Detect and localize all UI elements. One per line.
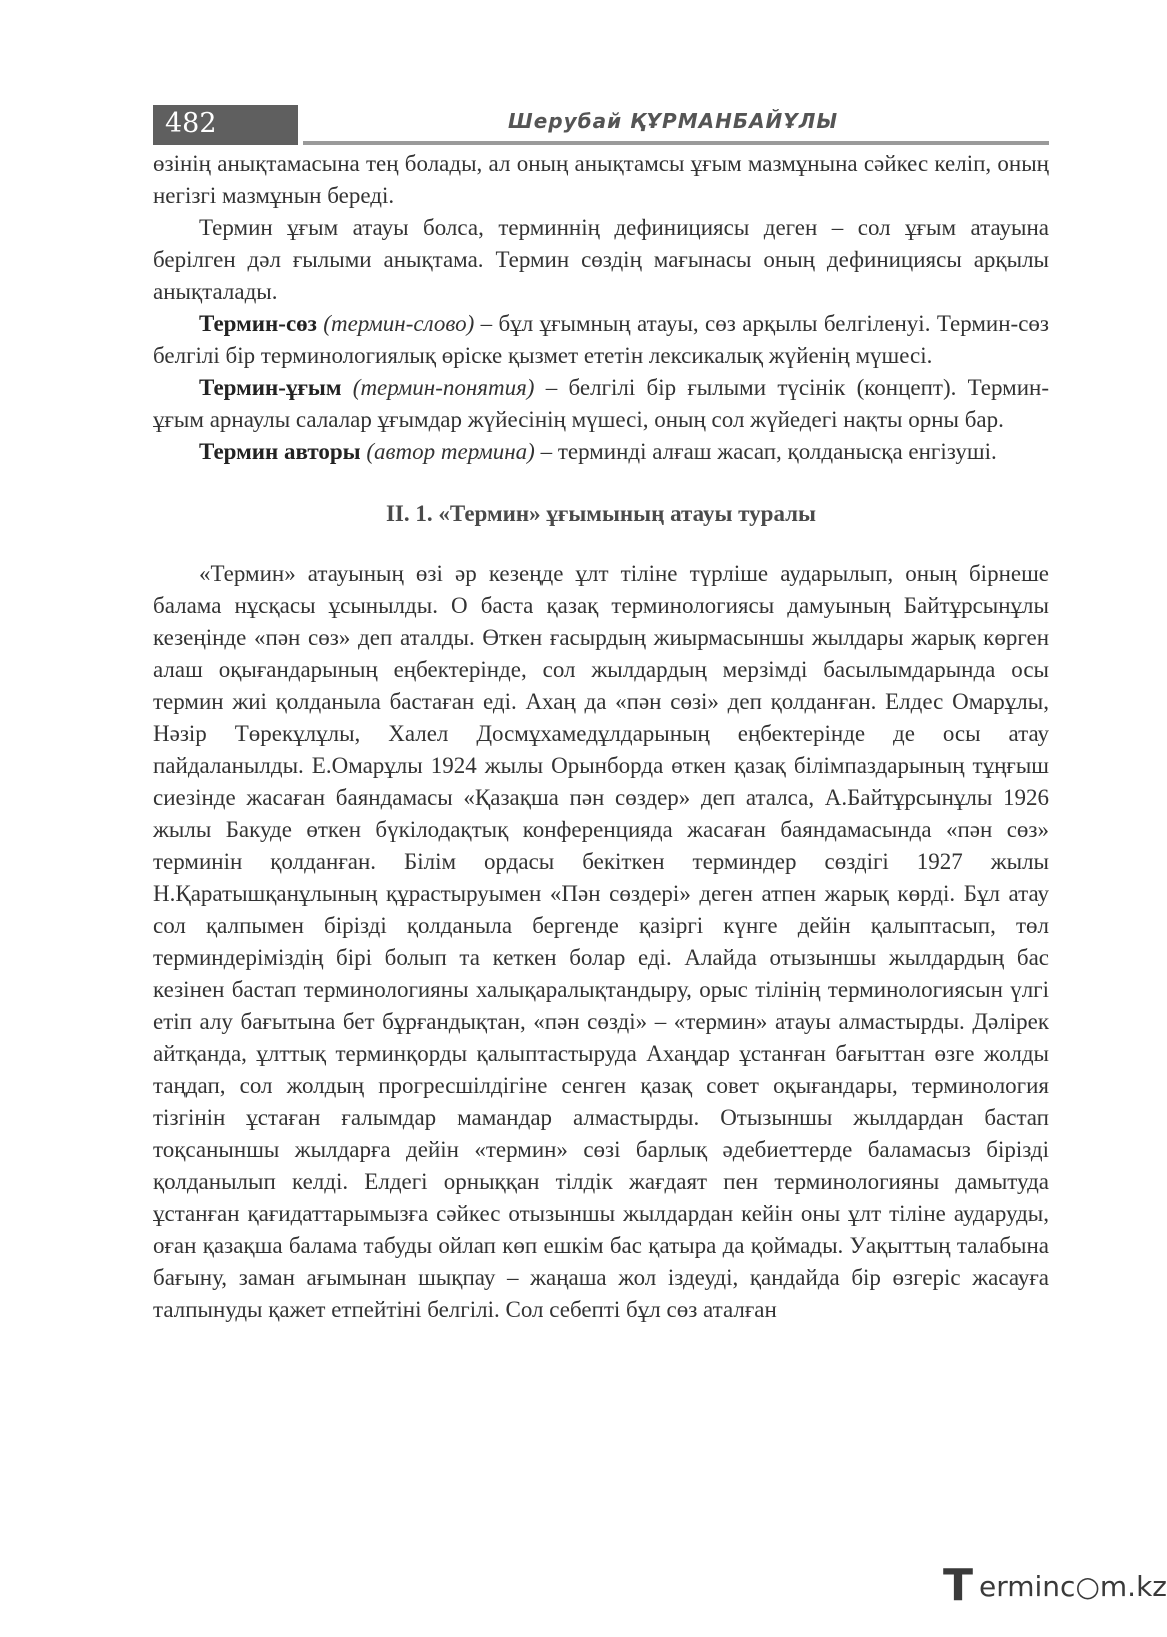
term-word: Термин-сөз	[199, 311, 317, 336]
termincom-logo	[943, 1560, 1167, 1620]
section-heading: ІІ. 1. «Термин» ұғымының атауы туралы	[385, 501, 817, 526]
paragraph-4	[153, 372, 1049, 436]
body-text	[153, 148, 1049, 1326]
term-author-definition: – терминді алғаш жасап, қолданысқа енгізуші.	[534, 439, 997, 464]
paragraph-6: «Термин» атауының өзі әр кезеңде ұлт тіліне түрліше аударылып, оның бірнеше балама нұсқасы ұсынылды. О баста қазақ терминологиясы дамуының Байтұрсынұлы кезеңінде «пән сөз» деп аталды. Өткен ғасырдың жиырмасыншы жылдары жарық көрген алаш оқығандарының еңбектерінде, сол жылдардың мерзімді басылымдарында осы термин жиі қолданыла бастаған еді. Ахаң да «пән сөзі» деп қолданған. Елдес Омарұлы, Нәзір Төрекұлұлы, Халел Досмұхамедұлдарының еңбектерінде де осы атау пайдаланылды. Е.Омарұлы 1924 жылы Орынборда өткен қазақ білімпаздарының тұңғыш сиезінде жасаған баяндамасы «Қазақша пән сөздер» деп аталса, А.Байтұрсынұлы 1926 жылы Бакуде өткен бүкілодақтық конференцияда жасаған баяндамасында «пән сөз» терминін қолданған. Білім ордасы бекіткен терминдер сөздігі 1927 жылы Н.Қаратышқанұлының құрастыруымен «Пән сөздері» деген атпен жарық көрді. Бұл атау сол қалпымен бірізді қолданыла бергенде қазіргі күнге дейін қалыптасып, төл терминдеріміздің бірі болып та кеткен болар еді. Алайда отызыншы жылдардың бас кезінен бастап терминологияны халықаралықтандыру, орыс тілінің терминологиясын үлгі етіп алу бағытына бет бұрғандықтан, «пән сөзді» – «термин» атауы алмастырды. Дәлірек айтқанда, ұлттық терминқорды қалыптастыруда Ахаңдар ұстанған бағыттан өзге жолды таңдап, сол жолдың прогресшілдігіне сенген қазақ совет оқығандары, терминология тізгінін ұстаған ғалымдар мамандар алмастырды. Отызыншы жылдардан бастап тоқсаныншы жылдарға дейін «термин» сөзі барлық әдебиеттерде баламасыз бірізді қолданылып келді. Елдегі орныққан тілдік жағдаят пен терминологияны дамытуда ұстанған қағидаттарымызға сәйкес отызыншы жылдардан кейін оны ұлт тіліне аударуды, оған қазақша балама табуды ойлап көп ешкім бас қатыра да қоймады. Уақыттың талабына бағыну, заман ағымынан шықпау – жаңаша жол іздеуді, қандайда бір өзгеріс жасауға талпынуды қажет етпейтіні белгілі. Сол себепті бұл сөз аталған	[153, 561, 1049, 1322]
page-number-box	[153, 105, 298, 145]
term-concept-definition: – белгілі бір ғылыми түсінік (концепт). Термин-ұғым арнаулы салалар ұғымдар жүйесінің мүшесі, оның сол жүйедегі нақты орны бар.	[153, 375, 1049, 432]
logo-o-ring-icon: ○	[1075, 1570, 1100, 1603]
paragraph-2: Термин ұғым атауы болса, терминнің дефинициясы деген – сол ұғым атауына берілген дәл ғылыми анықтама. Термин сөздің мағынасы оның дефинициясы арқылы анықталады.	[153, 215, 1049, 304]
running-header	[153, 105, 1049, 145]
term-author: Термин авторы	[199, 439, 361, 464]
paragraph-1: өзінің анықтамасына тең болады, ал оның анықтамсы ұғым мазмұнына сәйкес келіп, оның негізгі мазмұнын береді.	[153, 151, 1049, 208]
logo-text: erminc○m.kz	[979, 1570, 1167, 1603]
paragraph-5	[153, 436, 1049, 468]
term-word-ru: (термин-слово)	[323, 311, 475, 336]
paragraph-3	[153, 308, 1049, 372]
header-rule	[303, 141, 1049, 145]
term-author-ru: (автор термина)	[366, 439, 535, 464]
term-word-definition: – бұл ұғымның атауы, сөз арқылы белгіленуі. Термин-сөз белгілі бір терминологиялық өріске қызмет ететін лексикалық жүйенің мүшесі.	[153, 311, 1049, 368]
header-author: Шерубай ҚҰРМАНБАЙҰЛЫ	[508, 109, 839, 133]
term-concept: Термин-ұғым	[199, 375, 342, 400]
term-concept-ru: (термин-понятия)	[352, 375, 535, 400]
page-number: 482	[165, 108, 217, 139]
logo-initial: T	[943, 1560, 974, 1611]
